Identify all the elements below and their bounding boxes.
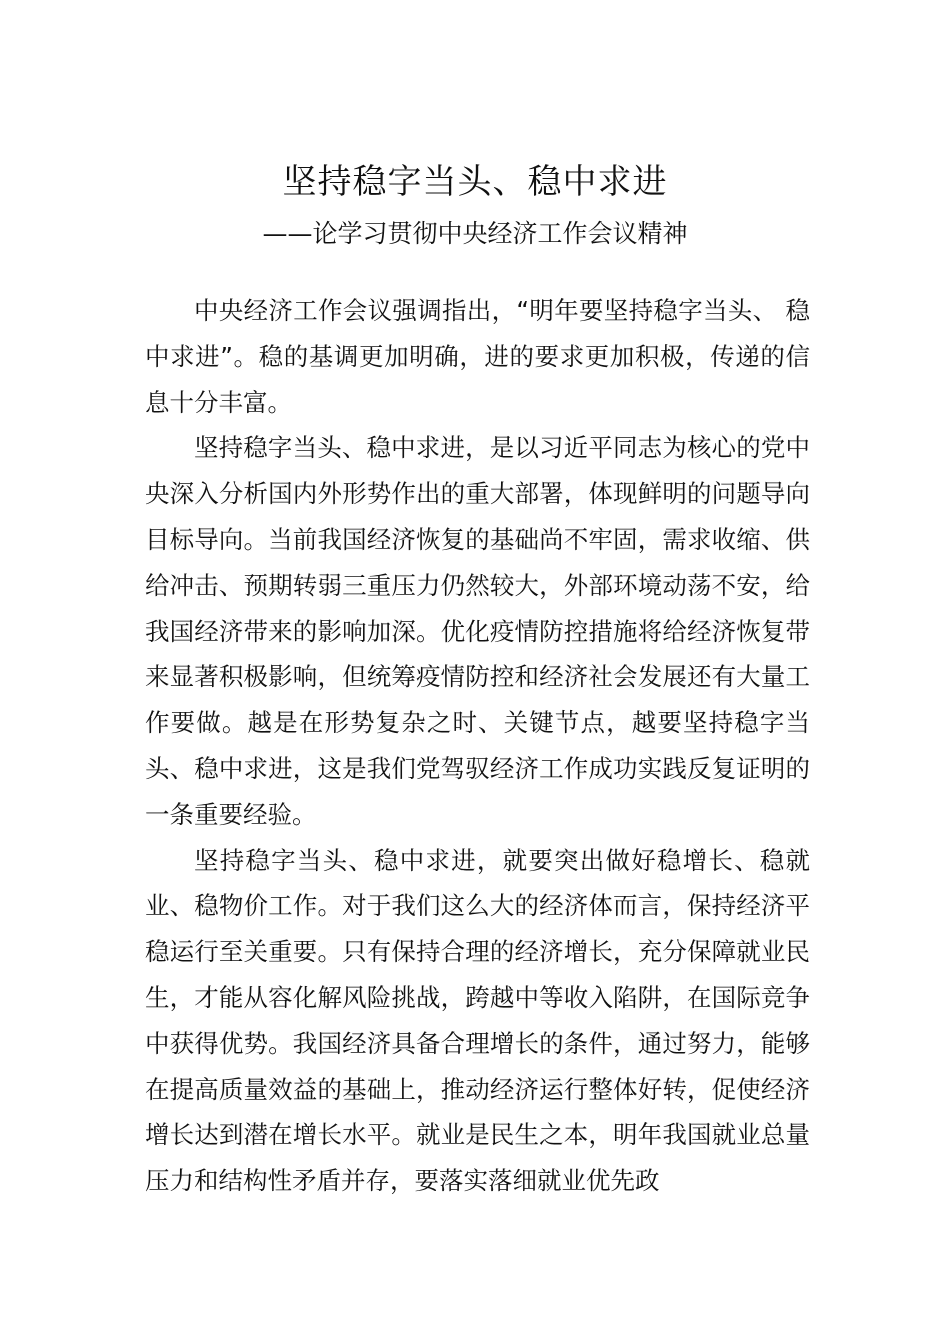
- document-title: 坚持稳字当头、稳中求进: [282, 162, 668, 202]
- paragraph: 坚持稳字当头、稳中求进，就要突出做好稳增长、稳就业、稳物价工作。对于我们这么大的经济体而言，保持经济平稳运行至关重要。只有保持合理的经济增长，充分保障就业民生，才能从容化解风险挑战，跨越中等收入陷阱，在国际竞争中获得优势。我国经济具备合理增长的条件，通过努力，能够在提高质量效益的基础上，推动经济运行整体好转，促使经济增长达到潜在增长水平。就业是民生之本，明年我国就业总量压力和结构性矛盾并存，要落实落细就业优先政: [145, 845, 810, 1196]
- paragraph: 中央经济工作会议强调指出，“明年要坚持稳字当头、 稳中求进”。稳的基调更加明确，进的要求更加积极，传递的信息十分丰富。: [145, 296, 810, 417]
- document-body: [145, 288, 810, 1204]
- paragraph: 坚持稳字当头、稳中求进，是以习近平同志为核心的党中央深入分析国内外形势作出的重大部署，体现鲜明的问题导向目标导向。当前我国经济恢复的基础尚不牢固，需求收缩、供给冲击、预期转弱三重压力仍然较大，外部环境动荡不安，给我国经济带来的影响加深。优化疫情防控措施将给经济恢复带来显著积极影响，但统筹疫情防控和经济社会发展还有大量工作要做。越是在形势复杂之时、关键节点，越要坚持稳字当头、稳中求进，这是我们党驾驭经济工作成功实践反复证明的一条重要经验。: [145, 433, 810, 829]
- document-subtitle: ——论学习贯彻中央经济工作会议精神: [262, 219, 688, 248]
